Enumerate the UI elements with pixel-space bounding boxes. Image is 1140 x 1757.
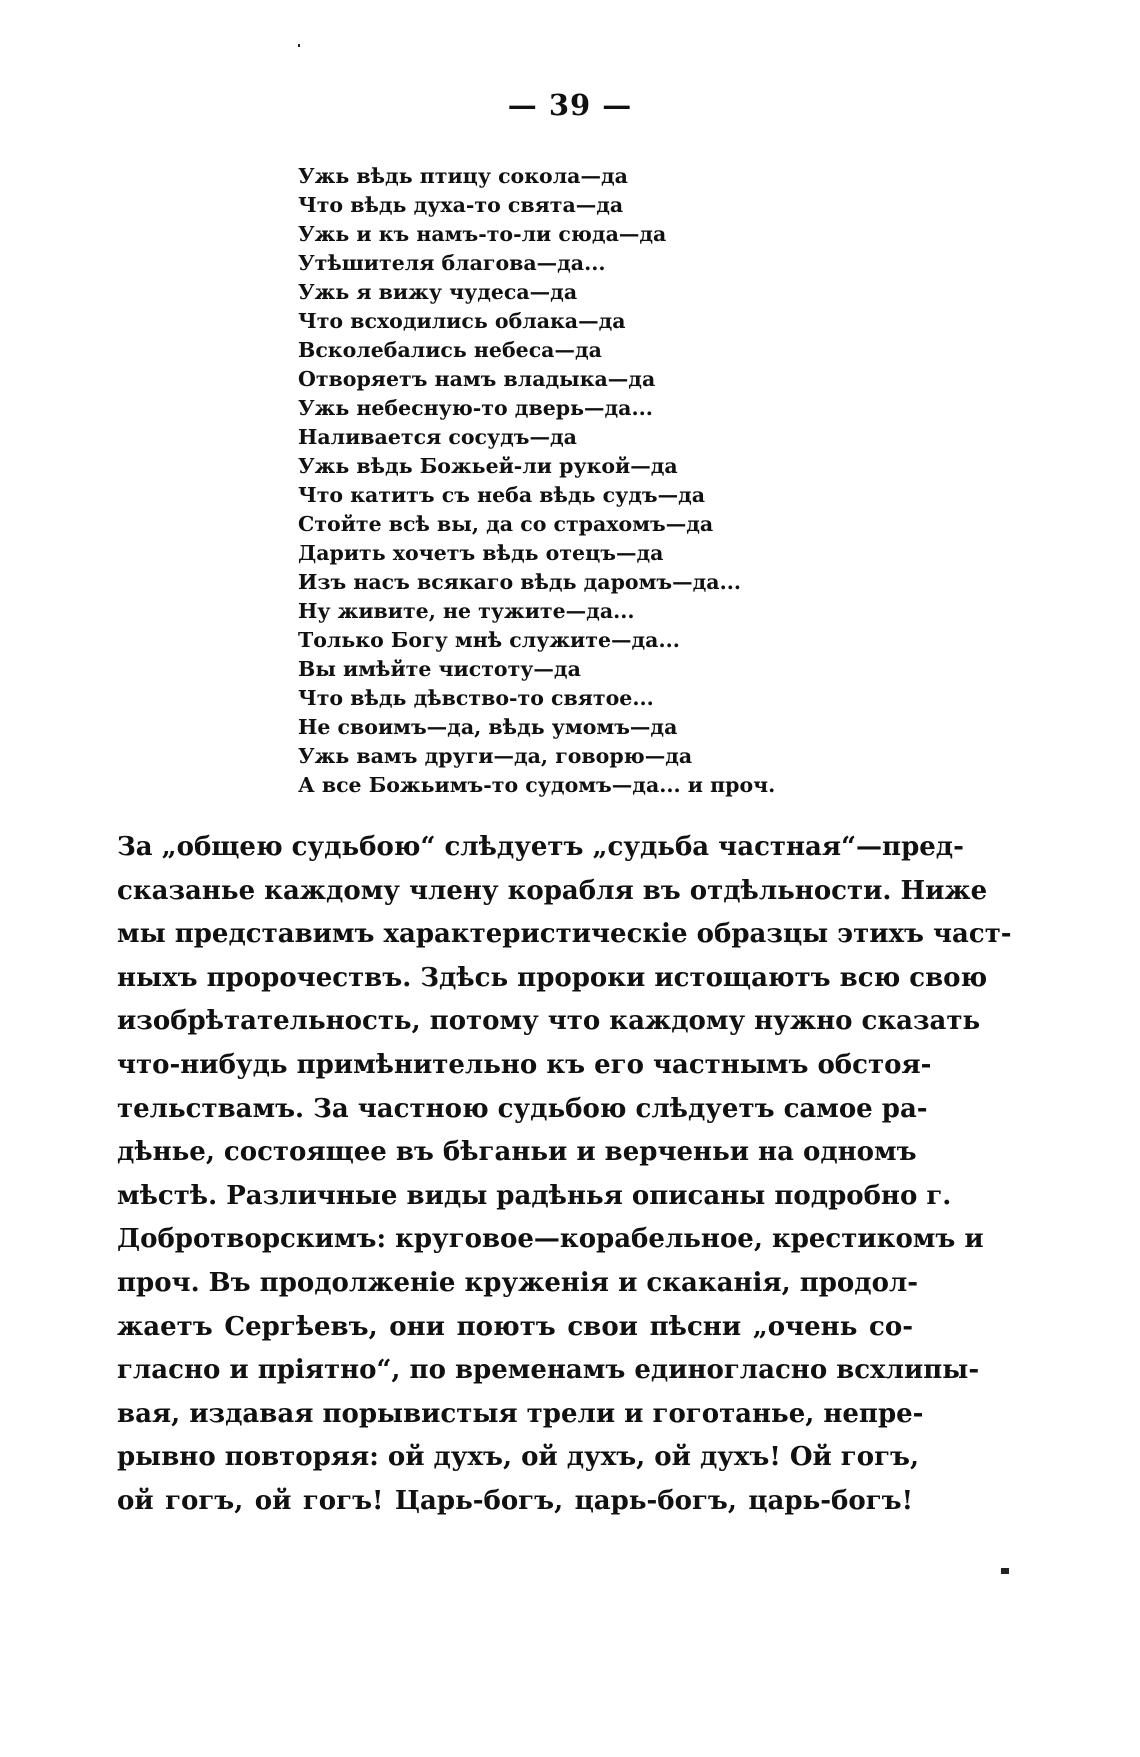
prose-line: гласно и пріятно“, по временамъ единогласно всхлипы-: [117, 1355, 980, 1386]
verse-line: Что катитъ съ неба вѣдь судъ—да: [298, 483, 706, 507]
verse-line: Ну живите, не тужите—да...: [298, 599, 635, 623]
prose-line: тельствамъ. За частною судьбою слѣдуетъ самое ра-: [117, 1093, 928, 1124]
verse-line: Что вѣдь духа-то свята—да: [298, 193, 624, 217]
prose-line: ныхъ пророчествъ. Здѣсь пророки истощаютъ всю свою: [117, 962, 988, 993]
prose-paragraph: [117, 826, 1012, 1524]
prose-line: мѣстѣ. Различные виды радѣнья описаны подробно г.: [117, 1180, 952, 1211]
prose-line: рывно повторяя: ой духъ, ой духъ, ой духъ! Ой гогъ,: [117, 1442, 920, 1473]
verse-line: Вы имѣйте чистоту—да: [298, 657, 581, 681]
verse-line: Отворяетъ намъ владыка—да: [298, 367, 656, 391]
verse-line: Ужь вамъ други—да, говорю—да: [298, 744, 693, 768]
prose-line: жаетъ Сергѣевъ, они поютъ свои пѣсни „очень со-: [117, 1311, 913, 1342]
verse-line: Ужь и къ намъ-то-ли сюда—да: [298, 222, 667, 246]
verse-line: Что всходились облака—да: [298, 309, 626, 333]
scan-speck: [1001, 1568, 1009, 1574]
prose-line: Добротворскимъ: круговое—корабельное, крестикомъ и: [117, 1224, 984, 1255]
verse-line: Не своимъ—да, вѣдь умомъ—да: [298, 715, 678, 739]
prose-line: мы представимъ характеристическіе образцы этихъ част-: [117, 919, 1012, 950]
scan-speck: [298, 44, 300, 47]
verse-line: Ужь вѣдь Божьей-ли рукой—да: [298, 454, 678, 478]
prose-line: дѣнье, состоящее въ бѣганьи и верченьи на одномъ: [117, 1137, 917, 1168]
verse-line: Что вѣдь дѣвство-то святое...: [298, 686, 654, 710]
verse-line: Ужь вѣдь птицу сокола—да: [298, 164, 628, 188]
verse-line: Изъ насъ всякаго вѣдь даромъ—да...: [298, 570, 741, 594]
verse-line: Утѣшителя благова—да...: [298, 251, 606, 275]
prose-line: ой гогъ, ой гогъ! Царь-богъ, царь-богъ, царь-богъ!: [117, 1485, 913, 1516]
verse-line: Дарить хочетъ вѣдь отецъ—да: [298, 541, 664, 565]
prose-line: За „общею судьбою“ слѣдуетъ „судьба частная“—пред-: [117, 832, 964, 862]
verse-line: Наливается сосудъ—да: [298, 425, 577, 449]
verse-line: Стойте всѣ вы, да со страхомъ—да: [298, 512, 714, 536]
verse-line: Ужь небесную-то дверь—да...: [298, 396, 653, 420]
page-number: — 39 —: [507, 88, 633, 122]
verse-line: Только Богу мнѣ служите—да...: [298, 628, 680, 652]
prose-line: сказанье каждому члену корабля въ отдѣльности. Ниже: [117, 875, 988, 906]
prose-line: вая, издавая порывистыя трели и гоготанье, непре-: [117, 1398, 924, 1429]
verse-block: [298, 162, 858, 800]
prose-line: проч. Въ продолженіе круженія и скаканія, продол-: [117, 1267, 919, 1298]
prose-line: что-нибудь примѣнительно къ его частнымъ обстоя-: [117, 1049, 932, 1080]
verse-line: Ужь я вижу чудеса—да: [298, 280, 578, 304]
verse-line: Всколебались небеса—да: [298, 338, 602, 362]
prose-line: изобрѣтательность, потому что каждому нужно сказать: [117, 1006, 981, 1037]
verse-line: А все Божьимъ-то судомъ—да... и проч.: [298, 773, 776, 797]
